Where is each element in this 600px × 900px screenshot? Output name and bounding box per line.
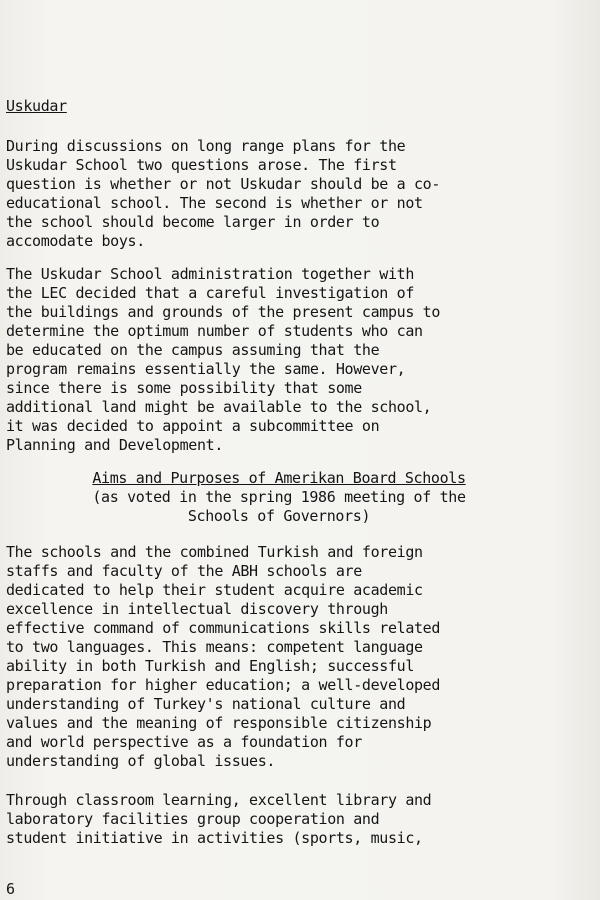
text-line: determine the optimum number of students who can (6, 322, 423, 340)
text-line: excellence in intellectual discovery through (6, 600, 388, 618)
text-line: student initiative in activities (sports, music, (6, 829, 423, 847)
text-line: laboratory facilities group cooperation and (6, 810, 380, 828)
text-line: be educated on the campus assuming that the (6, 341, 380, 359)
document-text (6, 97, 566, 862)
text-line: to two languages. This means: competent language (6, 638, 423, 656)
text-line: accomodate boys. (6, 232, 145, 250)
aims-title: Aims and Purposes of Amerikan Board Schools (92, 469, 466, 487)
paragraph-aims (6, 543, 566, 771)
text-line: During discussions on long range plans for the (6, 137, 406, 155)
page-number: 6 (6, 880, 16, 898)
text-line: additional land might be available to the school, (6, 398, 432, 416)
aims-heading (6, 469, 566, 526)
text-line: program remains essentially the same. However, (6, 360, 406, 378)
text-line: question is whether or not Uskudar should be a co- (6, 175, 441, 193)
text-line: Planning and Development. (6, 436, 224, 454)
aims-subtitle-line: Schools of Governors) (187, 507, 371, 525)
text-line: values and the meaning of responsible citizenship (6, 714, 432, 732)
text-line: Uskudar School two questions arose. The first (6, 156, 397, 174)
text-line: dedicated to help their student acquire academic (6, 581, 423, 599)
text-line: it was decided to appoint a subcommittee on (6, 417, 380, 435)
text-line: ability in both Turkish and English; successful (6, 657, 414, 675)
aims-subtitle-line: (as voted in the spring 1986 meeting of the (92, 488, 466, 506)
text-line: educational school. The second is whether or not (6, 194, 423, 212)
text-line: The schools and the combined Turkish and foreign (6, 543, 423, 561)
text-line: understanding of Turkey's national culture and (6, 695, 406, 713)
text-line: the buildings and grounds of the present campus to (6, 303, 441, 321)
text-line: since there is some possibility that some (6, 379, 362, 397)
text-line: the school should become larger in order to (6, 213, 380, 231)
text-line: understanding of global issues. (6, 752, 276, 770)
paragraph-administration (6, 265, 566, 455)
text-line: Through classroom learning, excellent library and (6, 791, 432, 809)
paragraph-coeducation (6, 137, 566, 251)
text-line: The Uskudar School administration together with (6, 265, 414, 283)
text-line: staffs and faculty of the ABH schools are (6, 562, 362, 580)
text-line: and world perspective as a foundation for (6, 733, 362, 751)
text-line: effective command of communications skills related (6, 619, 441, 637)
section-heading: Uskudar (6, 97, 67, 115)
text-line: preparation for higher education; a well-developed (6, 676, 441, 694)
text-line: the LEC decided that a careful investigation of (6, 284, 414, 302)
paragraph-activities (6, 791, 566, 848)
